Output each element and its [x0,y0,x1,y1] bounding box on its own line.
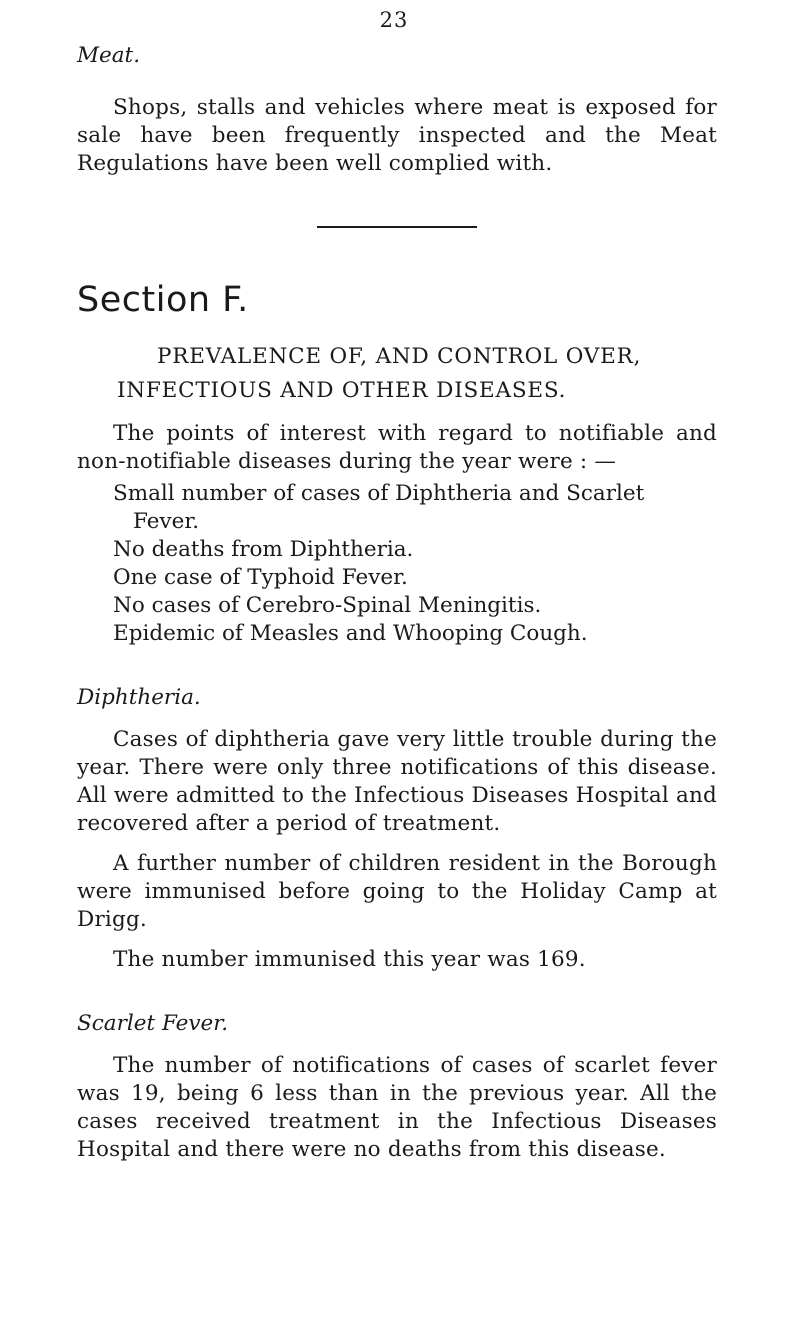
scarlet-fever-paragraph: The number of notifications of cases of scarlet fever was 19, being 6 less than in the previous year. All the cases received treatment in the Infectious Diseases Hospital and there were no deaths from this disease. [77,1053,717,1162]
scarlet-fever-section [77,1010,717,1164]
diphtheria-paragraph-2: A further number of children resident in the Borough were immunised before going to the Holiday Camp at Drigg. [77,851,717,932]
section-subtitle-line2: INFECTIOUS AND OTHER DISEASES. [117,378,567,403]
scarlet-fever-heading: Scarlet Fever. [77,1011,229,1036]
diphtheria-heading: Diphtheria. [77,685,201,710]
section-subtitle-line1: PREVALENCE OF, AND CONTROL OVER, [157,344,642,369]
page-number: 23 [379,8,409,32]
meat-section [77,42,717,178]
section-intro: The points of interest with regard to notifiable and non-notifiable diseases during the year were : — [77,421,717,474]
list-item: One case of Typhoid Fever. [113,565,408,590]
diphtheria-paragraph-1: Cases of diphtheria gave very little trouble during the year. There were only three notifications of this disease. All were admitted to the Infectious Diseases Hospital and recovered after a period of treatment. [77,727,717,836]
list-item: Small number of cases of Diphtheria and Scarlet Fever. [113,481,645,534]
section-divider [317,226,477,228]
list-item: No deaths from Diphtheria. [113,537,414,562]
section-f [77,280,717,648]
points-list [77,480,717,648]
meat-heading: Meat. [77,43,141,68]
list-item: No cases of Cerebro-Spinal Meningitis. [113,593,542,618]
section-title: Section F. [77,280,249,320]
diphtheria-paragraph-3: The number immunised this year was 169. [113,947,586,972]
diphtheria-section [77,684,717,974]
page-content [77,42,717,1164]
list-item: Epidemic of Measles and Whooping Cough. [113,621,588,646]
meat-paragraph: Shops, stalls and vehicles where meat is exposed for sale have been frequently inspected and the Meat Regulations have been well complied with. [77,95,717,176]
